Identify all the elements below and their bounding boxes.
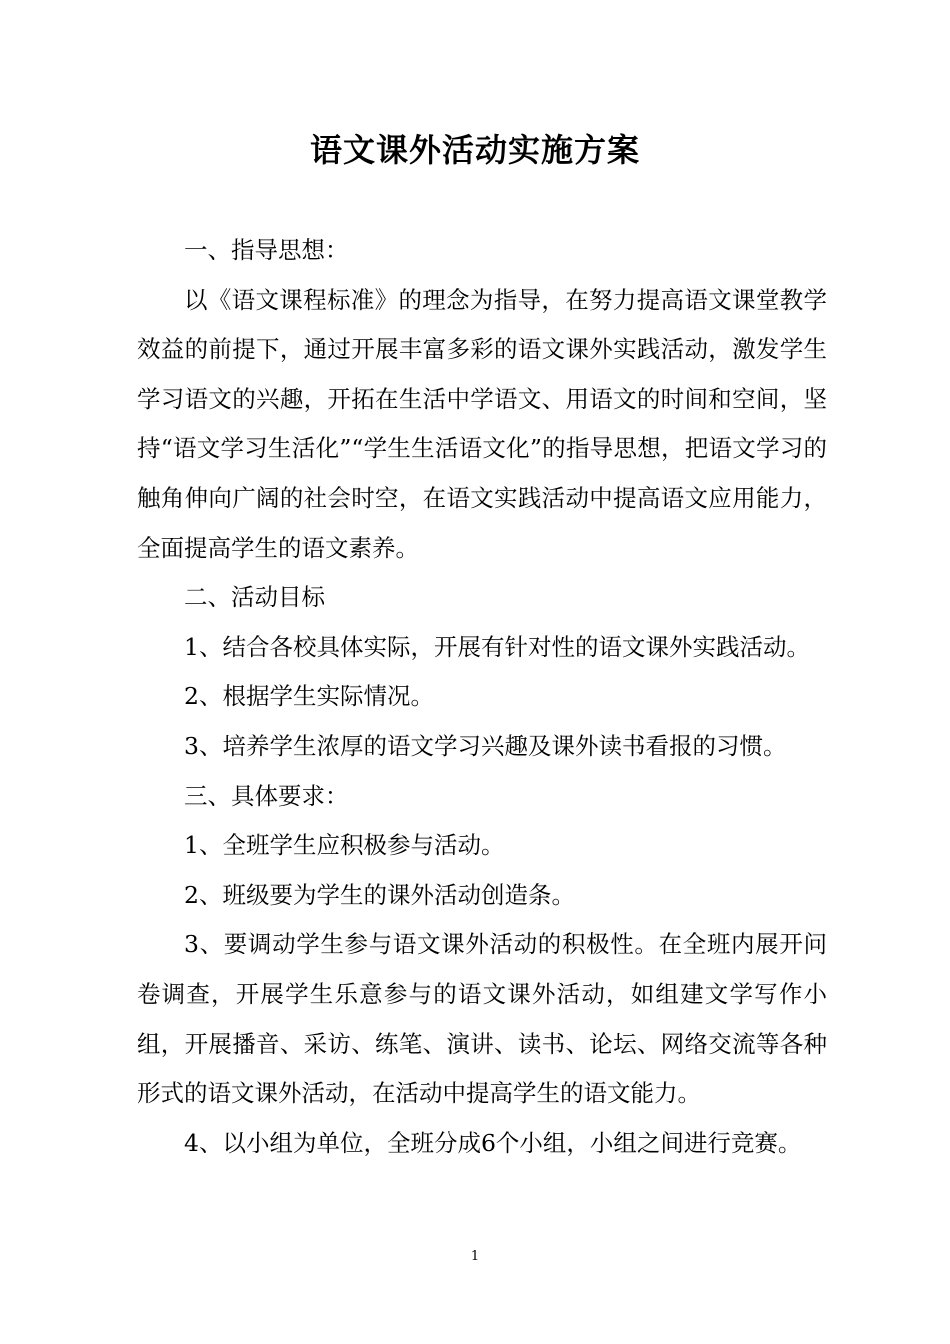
document-title: 语文课外活动实施方案 [309,131,640,169]
paragraph-goal-3: 3、培养学生浓厚的语文学习兴趣及课外读书看报的习惯。 [184,731,787,760]
paragraph-guiding-ideology: 以《语文课程标准》的理念为指导，在努力提高语文课堂教学效益的前提下，通过开展丰富多彩的语文课外实践活动，激发学生学习语文的兴趣，开拓在生活中学语文、用语文的时间和空间，坚持“语文学习生活化”“学生生活语文化”的指导思想，把语文学习的触角伸向广阔的社会时空，在语文实践活动中提高语文应用能力，全面提高学生的语文素养。 [137,285,827,562]
paragraph-requirement-3: 3、要调动学生参与语文课外活动的积极性。在全班内展开问卷调查，开展学生乐意参与的语文课外活动，如组建文学写作小组，开展播音、采访、练笔、演讲、读书、论坛、网络交流等各种形式的语文课外活动，在活动中提高学生的语文能力。 [137,930,827,1108]
paragraph-requirement-4: 4、以小组为单位，全班分成6个小组，小组之间进行竞赛。 [184,1128,802,1157]
paragraph-goal-2: 2、根据学生实际情况。 [184,682,434,711]
paragraph-requirement-1: 1、全班学生应积极参与活动。 [184,831,505,860]
section-heading-activity-goals: 二、活动目标 [184,583,325,612]
paragraph-requirement-2: 2、班级要为学生的课外活动创造条。 [184,880,575,909]
document-body [137,226,827,1168]
section-heading-guiding-ideology: 一、指导思想： [184,236,349,264]
page-number: 1 [470,1249,480,1264]
section-heading-requirements: 三、具体要求： [184,781,349,810]
paragraph-goal-1: 1、结合各校具体实际，开展有针对性的语文课外实践活动。 [184,632,810,661]
